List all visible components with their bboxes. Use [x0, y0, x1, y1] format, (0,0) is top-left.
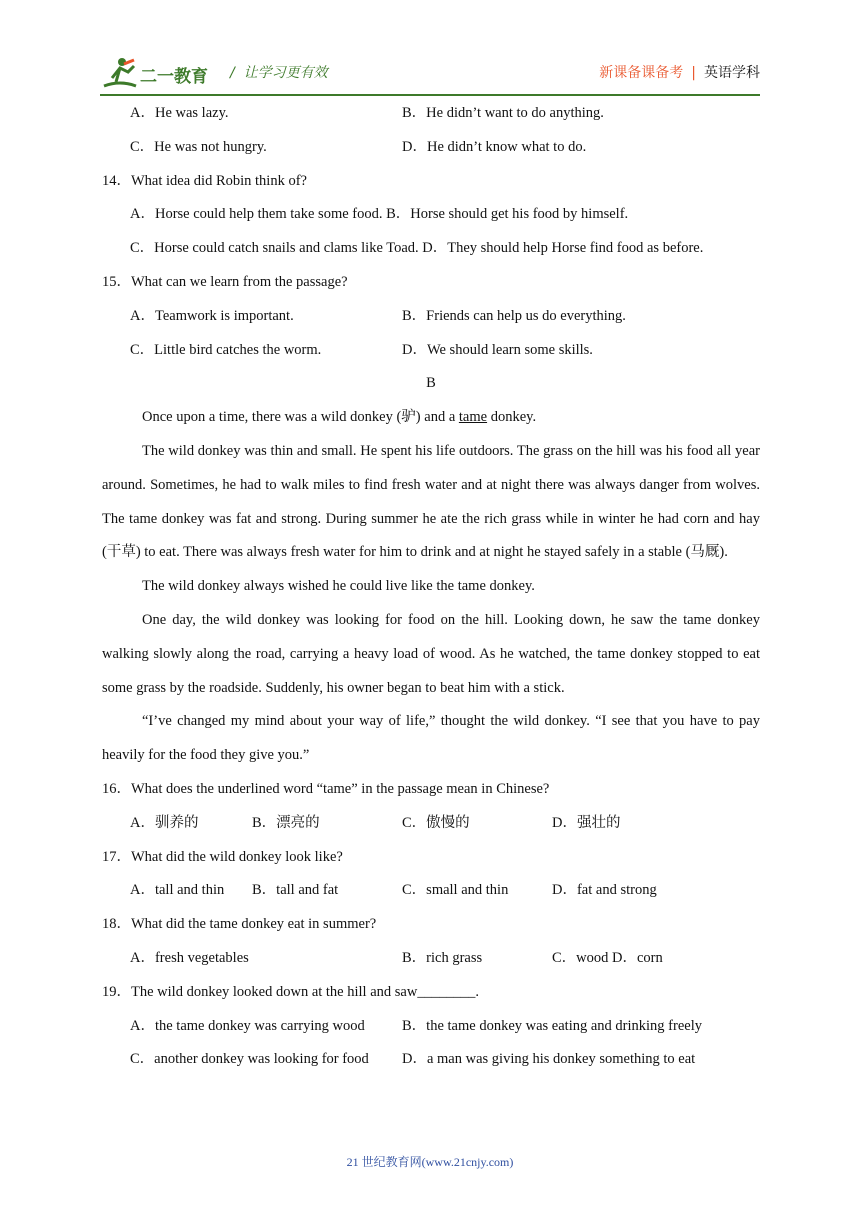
q18-stem: 18．What did the tame donkey eat in summer? — [102, 916, 377, 933]
logo-text: 二一教育 — [140, 67, 208, 87]
header-slogan: / 让学习更有效 — [230, 65, 328, 81]
page-header — [100, 52, 760, 96]
q16-options — [102, 807, 760, 841]
q16-option-d: D．强壮的 — [552, 814, 621, 831]
q15-options-row2 — [102, 334, 760, 368]
q19-option-b: B．the tame donkey was eating and drinking freely — [402, 1017, 702, 1034]
q15-option-d: D．We should learn some skills. — [402, 341, 593, 358]
passage-paragraph-3: The wild donkey always wished he could live like the tame donkey. — [142, 578, 535, 595]
q13-option-c: C．He was not hungry. — [130, 138, 267, 155]
q14-options-row1: A．Horse could help them take some food. B．Horse should get his food by himself. — [130, 206, 629, 223]
passage-paragraph-1: Once upon a time, there was a wild donkey (驴) and a tame donkey. — [142, 409, 537, 426]
q16-option-c: C．傲慢的 — [402, 814, 470, 831]
q15-options-row1 — [102, 300, 760, 334]
q15-option-b: B．Friends can help us do everything. — [402, 307, 626, 324]
q17-option-c: C．small and thin — [402, 882, 509, 899]
q15-option-c: C．Little bird catches the worm. — [130, 341, 322, 358]
q14-options-row2: C．Horse could catch snails and clams like Toad. D．They should help Horse find food as before. — [130, 240, 704, 257]
passage-paragraph-4: One day, the wild donkey was looking for food on the hill. Looking down, he saw the tame donkey walking slowly along the road, carrying a heavy load of wood. As he watched, the tame donkey stopped to eat some grass by the roadside. Suddenly, his owner began to beat him with a stick. — [102, 611, 760, 696]
q19-option-d: D．a man was giving his donkey something to eat — [402, 1051, 696, 1068]
q19-option-c: C．another donkey was looking for food — [130, 1051, 369, 1068]
q13-option-a: A．He was lazy. — [130, 105, 229, 121]
brand-left: 新课备课备考 — [599, 65, 684, 81]
q17-stem: 17．What did the wild donkey look like? — [102, 848, 343, 865]
q16-option-b: B．漂亮的 — [252, 814, 320, 831]
brand-separator: | — [691, 65, 696, 81]
q16-stem: 16．What does the underlined word “tame” in the passage mean in Chinese? — [102, 780, 550, 797]
header-brand — [599, 62, 760, 82]
q18-options — [102, 942, 760, 976]
q17-options — [102, 874, 760, 908]
q17-option-a: A．tall and thin — [130, 882, 225, 899]
passage-paragraph-5: “I’ve changed my mind about your way of life,” thought the wild donkey. “I see that you have to pay heavily for the food they give you.” — [102, 713, 760, 764]
underlined-word: tame — [458, 409, 488, 426]
q15-option-a: A．Teamwork is important. — [130, 307, 294, 324]
q16-option-a: A．驯养的 — [130, 814, 199, 831]
q19-stem: 19．The wild donkey looked down at the hill and saw________. — [102, 983, 479, 1000]
q18-option-a: A．fresh vegetables — [130, 949, 249, 966]
q13-options-row2 — [102, 131, 760, 165]
q18-option-cd: C．wood D．corn — [552, 949, 663, 966]
q19-option-a: A．the tame donkey was carrying wood — [130, 1017, 365, 1034]
q14-stem: 14．What idea did Robin think of? — [102, 172, 307, 189]
page-content — [102, 97, 760, 1077]
brand-right: 英语学科 — [704, 65, 760, 81]
logo-runner-icon — [100, 56, 212, 92]
section-heading: B — [426, 375, 436, 392]
header-divider — [100, 94, 760, 96]
q19-options-row1 — [102, 1010, 760, 1044]
page-footer: 21 世纪教育网(www.21cnjy.com) — [346, 1155, 514, 1169]
q13-option-d: D．He didn’t know what to do. — [402, 138, 587, 155]
q17-option-b: B．tall and fat — [252, 882, 339, 899]
q13-options-row1 — [102, 97, 760, 131]
q18-option-b: B．rich grass — [402, 949, 483, 966]
q19-options-row2 — [102, 1043, 760, 1077]
q13-option-b: B．He didn’t want to do anything. — [402, 105, 604, 121]
q17-option-d: D．fat and strong — [552, 882, 657, 899]
passage-paragraph-2: The wild donkey was thin and small. He spent his life outdoors. The grass on the hill was his food all year around. Sometimes, he had to walk miles to find fresh water and at night there was always danger from wolves. The tame donkey was fat and strong. During summer he ate the rich grass while in winter he had corn and hay (干草) to eat. There was always fresh water for him to drink and at night he stayed safely in a stable (马厩). — [102, 442, 760, 561]
q15-stem: 15．What can we learn from the passage? — [102, 273, 348, 290]
